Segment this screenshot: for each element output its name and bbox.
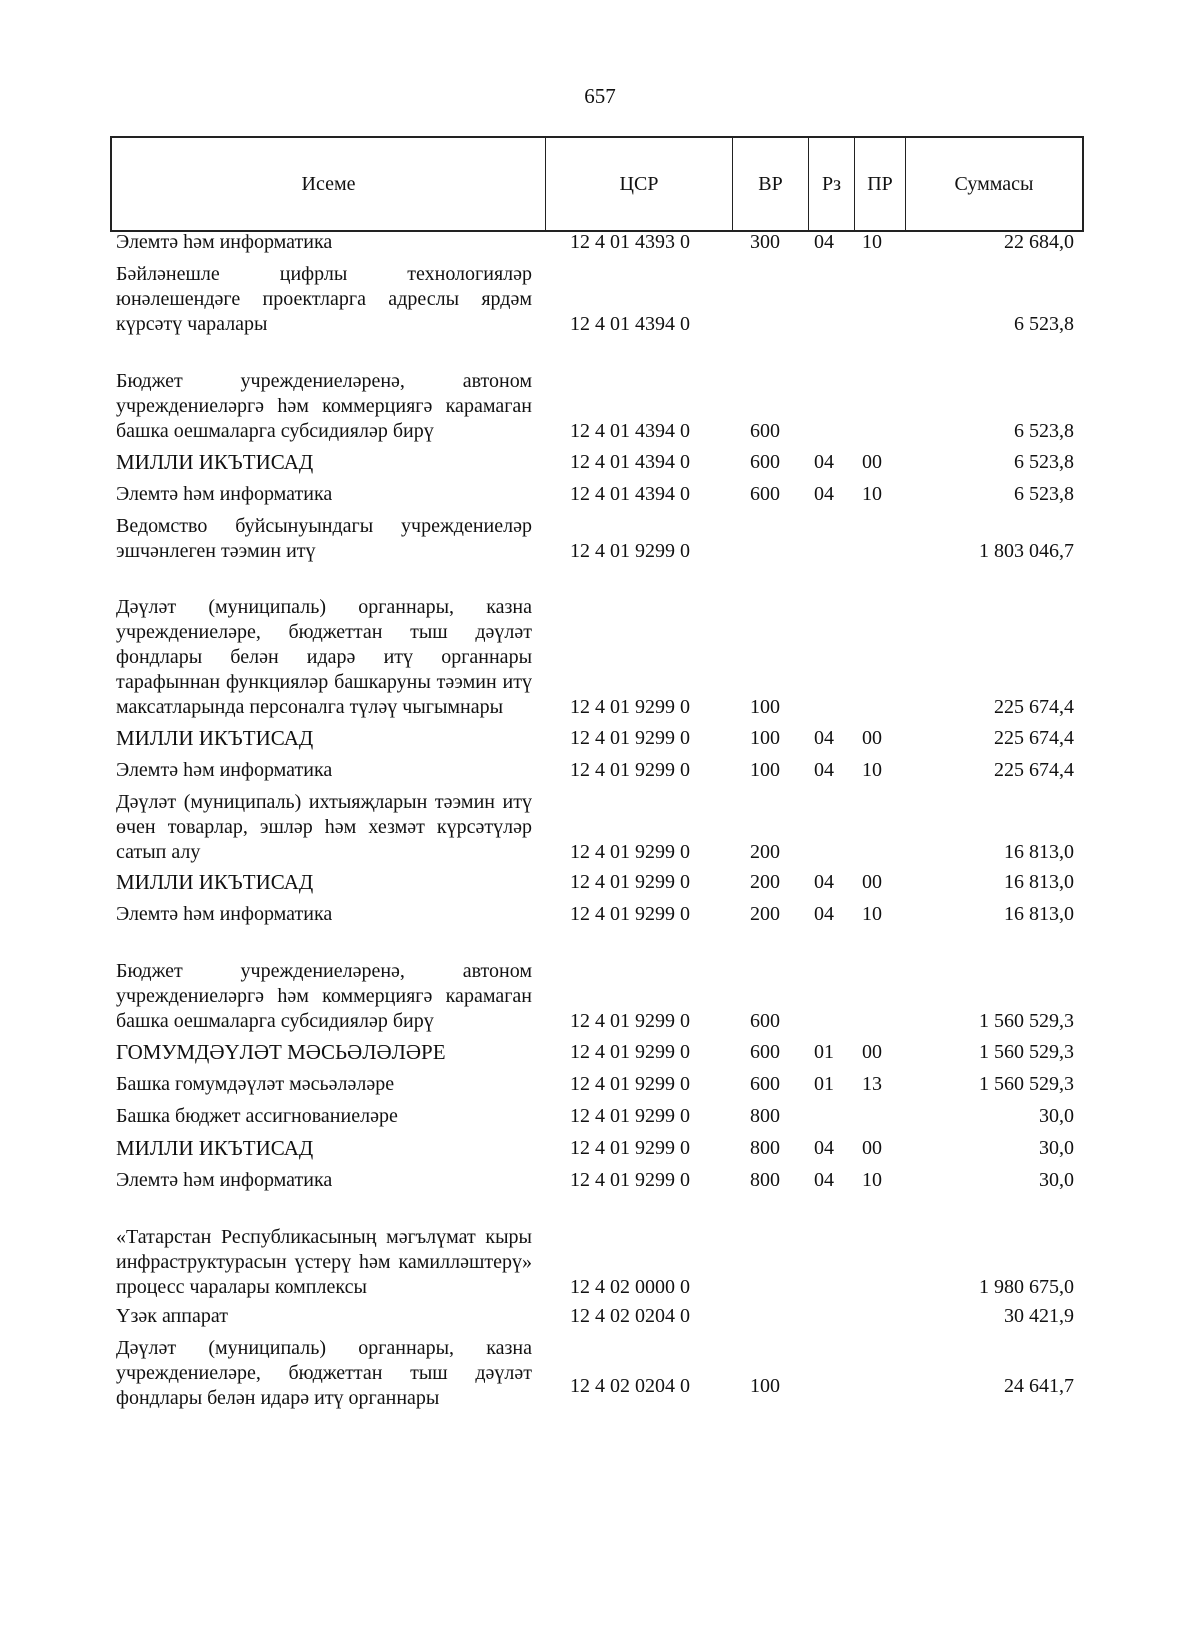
row-rz: 04 [814,231,834,253]
row-sum: 225 674,4 [994,759,1074,781]
row-vr: 600 [750,1041,780,1063]
table-row [116,902,1080,927]
row-rz: 01 [814,1041,834,1063]
row-csr: 12 4 02 0204 0 [570,1375,690,1397]
row-sum: 6 523,8 [1014,483,1074,505]
row-vr: 600 [750,1073,780,1095]
table-row [116,1072,1080,1097]
header-vr: ВР [733,138,809,230]
row-csr: 12 4 01 9299 0 [570,727,690,749]
header-csr: ЦСР [546,138,733,230]
row-sum: 6 523,8 [1014,451,1074,473]
row-sum: 1 803 046,7 [979,540,1074,562]
header-rz: Рз [809,138,855,230]
table-row [116,790,1080,865]
table-row [116,1136,1080,1161]
header-name: Исеме [112,138,546,230]
row-vr: 100 [750,727,780,749]
row-sum: 30,0 [1039,1105,1074,1127]
row-pr: 10 [862,231,882,253]
row-name: МИЛЛИ ИКЪТИСАД [116,1136,314,1160]
row-csr: 12 4 01 4394 0 [570,483,690,505]
table-row [116,482,1080,507]
row-name: Башка бюджет ассигнованиеләре [116,1105,398,1127]
row-name: Үзәк аппарат [116,1305,228,1327]
row-vr: 600 [750,451,780,473]
table-row [116,934,1080,1034]
row-pr: 10 [862,759,882,781]
row-vr: 600 [750,420,780,442]
row-rz: 04 [814,759,834,781]
row-sum: 6 523,8 [1014,420,1074,442]
row-rz: 04 [814,483,834,505]
row-name: Бюджет учреждениеләренә, автоном учреждениеләргә һәм коммерциягә карамаган башка оешмаларга субсидияләр бирү [116,960,532,1032]
row-name: Элемтә һәм информатика [116,1169,333,1191]
table-header [110,136,1084,232]
row-rz: 04 [814,451,834,473]
row-vr: 100 [750,1375,780,1397]
row-vr: 200 [750,871,780,893]
row-sum: 24 641,7 [1004,1375,1074,1397]
row-sum: 1 560 529,3 [979,1073,1074,1095]
row-vr: 200 [750,903,780,925]
table-row [116,1168,1080,1193]
row-pr: 13 [862,1073,882,1095]
table-row [116,262,1080,337]
table-row [116,1040,1080,1065]
row-name: Бәйләнешле цифрлы технологияләр юнәлешендәге проектларга адреслы ярдәм күрсәтү чаралары [116,263,532,335]
row-csr: 12 4 01 9299 0 [570,903,690,925]
row-csr: 12 4 01 4393 0 [570,231,690,253]
row-csr: 12 4 01 9299 0 [570,1073,690,1095]
row-pr: 10 [862,1169,882,1191]
row-csr: 12 4 01 4394 0 [570,313,690,335]
row-pr: 00 [862,727,882,749]
row-name: ГОМУМДӘҮЛӘТ МӘСЬӘЛӘЛӘРЕ [116,1040,446,1064]
row-name: Бюджет учреждениеләренә, автоном учреждениеләргә һәм коммерциягә карамаган башка оешмаларга субсидияләр бирү [116,370,532,442]
row-csr: 12 4 01 9299 0 [570,841,690,863]
row-sum: 225 674,4 [994,696,1074,718]
row-csr: 12 4 02 0000 0 [570,1276,690,1298]
row-name: Дәүләт (муниципаль) органнары, казна учреждениеләре, бюджеттан тыш дәүләт фондлары белән идарә итү органнары [116,1337,532,1409]
row-csr: 12 4 01 9299 0 [570,759,690,781]
row-sum: 1 560 529,3 [979,1041,1074,1063]
table-row [116,570,1080,720]
row-vr: 300 [750,231,780,253]
row-name: МИЛЛИ ИКЪТИСАД [116,450,314,474]
row-vr: 100 [750,759,780,781]
row-name: Дәүләт (муниципаль) ихтыяҗларын тәэмин итү өчен товарлар, эшләр һәм хезмәт күрсәтүләр сатып алу [116,791,532,863]
header-sum: Суммасы [954,172,1034,195]
table-row [116,514,1080,564]
row-csr: 12 4 01 9299 0 [570,1169,690,1191]
row-pr: 00 [862,451,882,473]
row-sum: 16 813,0 [1004,841,1074,863]
row-sum: 1 560 529,3 [979,1010,1074,1032]
row-name: Элемтә һәм информатика [116,759,333,781]
row-name: Элемтә һәм информатика [116,483,333,505]
row-csr: 12 4 01 9299 0 [570,696,690,718]
row-pr: 00 [862,1041,882,1063]
row-csr: 12 4 01 4394 0 [570,420,690,442]
row-name: «Татарстан Республикасының мәгълүмат кыры инфраструктурасын үстерү һәм камилләштерү» процесс чаралары комплексы [116,1226,532,1298]
row-rz: 04 [814,1137,834,1159]
row-vr: 600 [750,1010,780,1032]
row-pr: 00 [862,1137,882,1159]
row-csr: 12 4 01 9299 0 [570,1105,690,1127]
row-csr: 12 4 01 9299 0 [570,1010,690,1032]
row-sum: 1 980 675,0 [979,1276,1074,1298]
row-csr: 12 4 01 9299 0 [570,1137,690,1159]
row-rz: 04 [814,1169,834,1191]
row-sum: 30,0 [1039,1169,1074,1191]
row-sum: 22 684,0 [1004,231,1074,253]
row-pr: 10 [862,903,882,925]
row-sum: 30 421,9 [1004,1305,1074,1327]
row-csr: 12 4 01 9299 0 [570,540,690,562]
row-csr: 12 4 01 9299 0 [570,1041,690,1063]
row-sum: 16 813,0 [1004,871,1074,893]
row-sum: 30,0 [1039,1137,1074,1159]
table-row [116,1104,1080,1129]
table-row [116,230,1080,255]
row-vr: 800 [750,1137,780,1159]
row-name: МИЛЛИ ИКЪТИСАД [116,870,314,894]
row-sum: 225 674,4 [994,727,1074,749]
table-row [116,1304,1080,1329]
row-name: Ведомство буйсынуындагы учреждениеләр эшчәнлеген тәэмин итү [116,515,532,562]
table-row [116,344,1080,444]
row-sum: 16 813,0 [1004,903,1074,925]
row-vr: 600 [750,483,780,505]
row-csr: 12 4 02 0204 0 [570,1305,690,1327]
row-name: Башка гомумдәүләт мәсьәләләре [116,1073,395,1095]
row-name: Элемтә һәм информатика [116,231,333,253]
row-pr: 00 [862,871,882,893]
row-vr: 200 [750,841,780,863]
row-sum: 6 523,8 [1014,313,1074,335]
row-name: МИЛЛИ ИКЪТИСАД [116,726,314,750]
row-name: Дәүләт (муниципаль) органнары, казна учреждениеләре, бюджеттан тыш дәүләт фондлары белән идарә итү органнары тарафыннан функцияләр башкаруны тәэмин итү максатларында персоналга түләү чыгымнары [116,596,532,718]
table-row [116,1200,1080,1300]
row-rz: 04 [814,871,834,893]
row-vr: 800 [750,1105,780,1127]
row-rz: 01 [814,1073,834,1095]
row-csr: 12 4 01 4394 0 [570,451,690,473]
page-number: 657 [584,84,616,108]
row-csr: 12 4 01 9299 0 [570,871,690,893]
table-row [116,758,1080,783]
row-rz: 04 [814,903,834,925]
table-row [116,726,1080,751]
table-row [116,870,1080,895]
header-pr: ПР [855,138,906,230]
table-row [116,450,1080,475]
table-row [116,1336,1080,1411]
row-name: Элемтә һәм информатика [116,903,333,925]
row-rz: 04 [814,727,834,749]
row-vr: 800 [750,1169,780,1191]
row-vr: 100 [750,696,780,718]
row-pr: 10 [862,483,882,505]
